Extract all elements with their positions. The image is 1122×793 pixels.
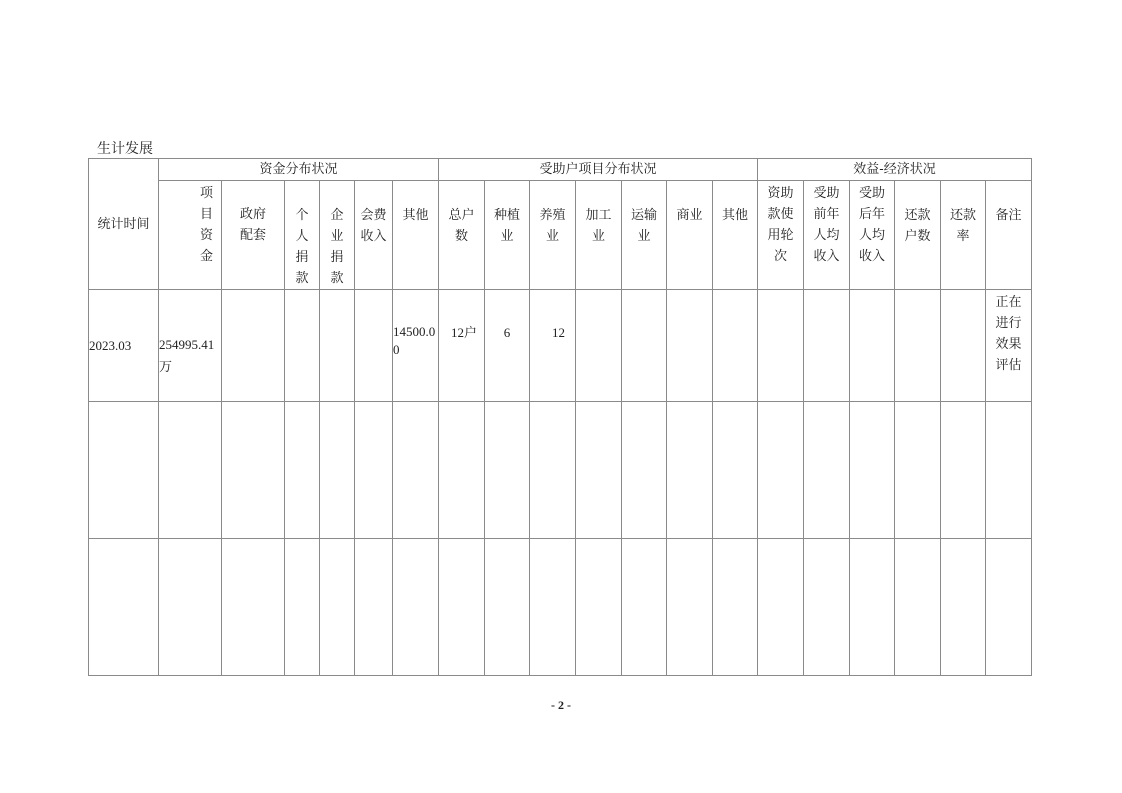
cell-remarks: 正在进行效果评估 [986,290,1032,402]
cell-enterprise-donation [320,290,355,402]
cell-repay-households [895,290,941,402]
table-row [89,290,1032,402]
cell-commerce [667,290,713,402]
table-cell [895,402,941,539]
cell-total-households: 12户 [439,290,485,402]
header-remarks: 备注 [986,181,1032,290]
header-fund-rounds: 资助款使用轮次 [758,181,804,290]
cell-fund-rounds [758,290,804,402]
table-cell [285,402,320,539]
table-cell [850,402,895,539]
header-enterprise-donation: 企业捐款 [320,181,355,290]
table-cell [439,539,485,676]
header-repay-households: 还款户数 [895,181,941,290]
cell-breeding: 12 [530,290,576,402]
header-pre-income: 受助前年人均收入 [804,181,850,290]
table-cell [89,402,159,539]
header-personal-donation: 个人捐款 [285,181,320,290]
column-header-row [89,181,1032,290]
table-cell [758,539,804,676]
table-cell [667,402,713,539]
header-breeding: 养殖业 [530,181,576,290]
table-cell [530,402,576,539]
page-number: - 2 - [551,698,571,712]
cell-membership-income [355,290,393,402]
table-cell [986,539,1032,676]
group-header-row [89,159,1032,181]
table-cell [222,402,285,539]
header-transport: 运输业 [622,181,667,290]
table-cell [159,539,222,676]
group-project-distribution: 受助户项目分布状况 [439,159,758,181]
header-membership-income: 会费收入 [355,181,393,290]
table-cell [222,539,285,676]
cell-planting: 6 [485,290,530,402]
header-total-households: 总户数 [439,181,485,290]
table-cell [941,539,986,676]
cell-processing [576,290,622,402]
section-title: 生计发展 [97,141,153,157]
table-cell [986,402,1032,539]
table-cell [713,539,758,676]
table-cell [530,539,576,676]
table-row [89,402,1032,539]
table-cell [622,539,667,676]
header-stat-time: 统计时间 [89,159,159,290]
livelihood-table [88,158,1032,676]
table-cell [393,539,439,676]
cell-project-fund: 254995.41万 [159,290,222,402]
cell-transport [622,290,667,402]
cell-personal-donation [285,290,320,402]
table-cell [941,402,986,539]
table-cell [355,402,393,539]
header-processing: 加工业 [576,181,622,290]
cell-fund-other: 14500.00 [393,290,439,402]
table-cell [713,402,758,539]
table-cell [804,539,850,676]
header-planting: 种植业 [485,181,530,290]
header-gov-match: 政府配套 [222,181,285,290]
table-cell [320,402,355,539]
table-cell [485,539,530,676]
table-cell [485,402,530,539]
header-commerce: 商业 [667,181,713,290]
table-cell [850,539,895,676]
header-project-other: 其他 [713,181,758,290]
table-cell [393,402,439,539]
table-cell [89,539,159,676]
table-cell [758,402,804,539]
cell-post-income [850,290,895,402]
table-cell [576,539,622,676]
header-project-fund: 项目资金 [159,181,222,290]
table-cell [355,539,393,676]
header-post-income: 受助后年人均收入 [850,181,895,290]
cell-gov-match [222,290,285,402]
cell-stat-time: 2023.03 [89,290,159,402]
table-cell [804,402,850,539]
group-economic-benefit: 效益-经济状况 [758,159,1032,181]
group-fund-distribution: 资金分布状况 [159,159,439,181]
table-cell [159,402,222,539]
table-cell [320,539,355,676]
header-repay-rate: 还款率 [941,181,986,290]
table-cell [576,402,622,539]
cell-repay-rate [941,290,986,402]
table-cell [895,539,941,676]
table-cell [439,402,485,539]
cell-pre-income [804,290,850,402]
table-row [89,539,1032,676]
header-fund-other: 其他 [393,181,439,290]
cell-project-other [713,290,758,402]
table-cell [622,402,667,539]
table-cell [667,539,713,676]
table-cell [285,539,320,676]
